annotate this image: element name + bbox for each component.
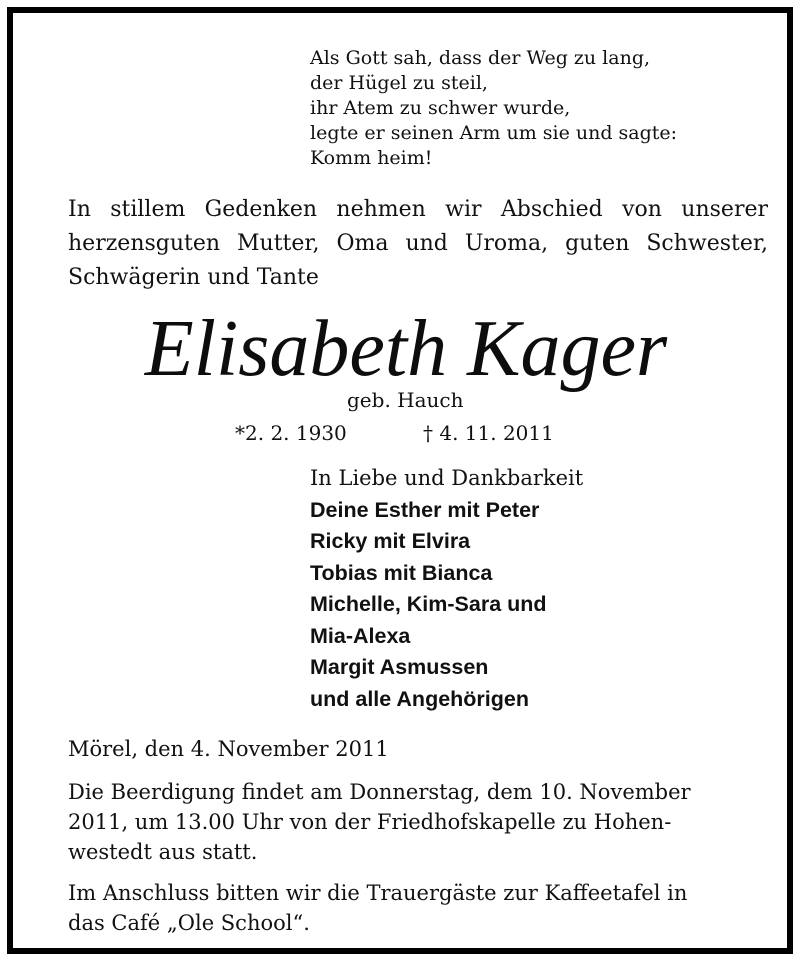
survivor-name: Tobias mit Bianca — [310, 560, 493, 585]
survivors-block — [310, 463, 583, 715]
coffee-invitation — [68, 878, 768, 938]
funeral-line: Die Beerdigung findet am Donnerstag, dem 10. November — [68, 780, 691, 804]
obituary-frame — [7, 7, 793, 954]
deceased-name: Elisabeth Kager — [144, 305, 668, 393]
poem — [310, 46, 677, 171]
survivor-name: und alle Angehörigen — [310, 686, 529, 711]
funeral-line: 2011, um 13.00 Uhr von der Friedhofskapelle zu Hohen- — [68, 810, 672, 834]
poem-line: Komm heim! — [310, 147, 433, 169]
survivor-name: Deine Esther mit Peter — [310, 497, 540, 522]
poem-line: ihr Atem zu schwer wurde, — [310, 97, 571, 119]
poem-line: Als Gott sah, dass der Weg zu lang, — [310, 47, 651, 69]
survivor-name: Ricky mit Elvira — [310, 529, 471, 553]
funeral-line: westedt aus statt. — [68, 840, 258, 864]
maiden-name: geb. Hauch — [347, 388, 464, 412]
coffee-line: Im Anschluss bitten wir die Trauergäste zur Kaffeetafel in — [68, 881, 688, 905]
survivor-name: Margit Asmussen — [310, 655, 489, 679]
coffee-line: das Café „Ole School“. — [68, 911, 310, 935]
intro-text: In stillem Gedenken nehmen wir Abschied von unserer herzensguten Mutter, Oma und Uroma, guten Schwester, Schwägerin und Tante — [68, 197, 768, 290]
place-date: Mörel, den 4. November 2011 — [68, 737, 389, 761]
survivor-name: Michelle, Kim-Sara und — [310, 592, 547, 616]
poem-line: legte er seinen Arm um sie und sagte: — [310, 122, 678, 144]
funeral-notice — [68, 777, 768, 867]
poem-line: der Hügel zu steil, — [310, 72, 488, 94]
survivors-lead: In Liebe und Dankbarkeit — [310, 466, 584, 490]
survivor-name: Mia-Alexa — [310, 623, 411, 648]
death-date: † 4. 11. 2011 — [423, 421, 554, 445]
birth-date: *2. 2. 1930 — [235, 421, 347, 445]
